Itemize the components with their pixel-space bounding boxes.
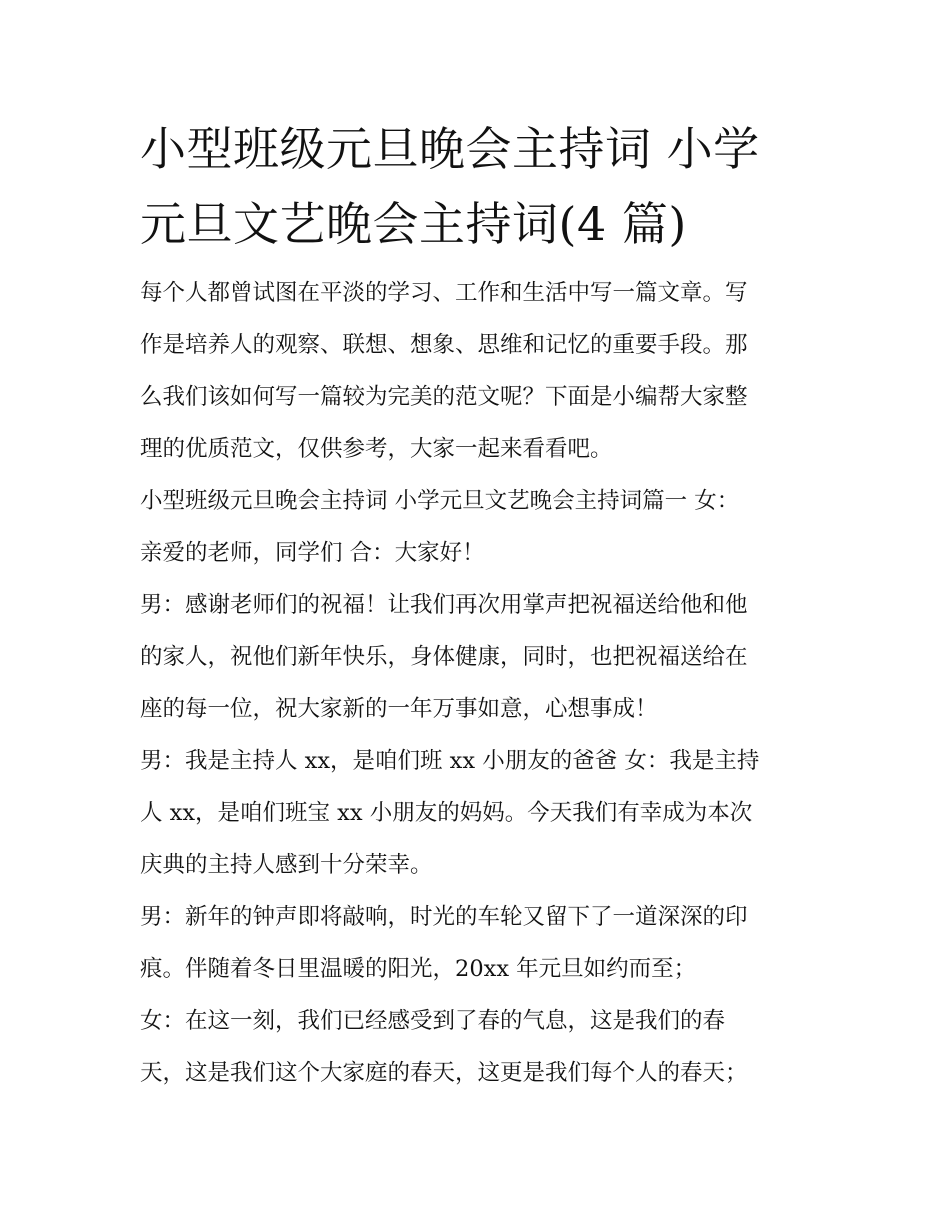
- title-line: 元旦文艺晚会主持词(4 篇): [140, 197, 687, 251]
- text-line: 女：在这一刻，我们已经感受到了春的气息，这是我们的春: [140, 1008, 726, 1034]
- text-line: 么我们该如何写一篇较为完美的范文呢？下面是小编帮大家整: [140, 384, 748, 410]
- dialogue-paragraph: [140, 891, 812, 995]
- document-title: [140, 112, 812, 262]
- text-line: 理的优质范文，仅供参考，大家一起来看看吧。: [140, 436, 613, 462]
- text-line: 每个人都曾试图在平淡的学习、工作和生活中写一篇文章。写: [140, 280, 748, 306]
- text-line: 人 xx，是咱们班宝 xx 小朋友的妈妈。今天我们有幸成为本次: [140, 800, 753, 826]
- document-page: [140, 112, 812, 1099]
- title-line: 小型班级元旦晚会主持词 小学: [140, 122, 760, 176]
- dialogue-paragraph: [140, 995, 812, 1099]
- text-line: 男：我是主持人 xx，是咱们班 xx 小朋友的爸爸 女：我是主持: [140, 748, 760, 774]
- text-line: 男：感谢老师们的祝福！让我们再次用掌声把祝福送给他和他: [140, 592, 748, 618]
- text-line: 庆典的主持人感到十分荣幸。: [140, 852, 433, 878]
- text-line: 痕。伴随着冬日里温暖的阳光，20xx 年元旦如约而至；: [140, 956, 697, 982]
- dialogue-paragraph: [140, 735, 812, 891]
- intro-paragraph: [140, 267, 812, 475]
- text-line: 小型班级元旦晚会主持词 小学元旦文艺晚会主持词篇一 女：: [140, 488, 740, 514]
- dialogue-paragraph: [140, 579, 812, 735]
- text-line: 座的每一位，祝大家新的一年万事如意，心想事成！: [140, 696, 658, 722]
- document-body: [140, 267, 812, 1099]
- text-line: 作是培养人的观察、联想、想象、思维和记忆的重要手段。那: [140, 332, 748, 358]
- text-line: 天，这是我们这个大家庭的春天，这更是我们每个人的春天；: [140, 1060, 748, 1086]
- text-line: 男：新年的钟声即将敲响，时光的车轮又留下了一道深深的印: [140, 904, 748, 930]
- text-line: 的家人，祝他们新年快乐，身体健康，同时，也把祝福送给在: [140, 644, 748, 670]
- section-heading-paragraph: [140, 475, 812, 579]
- text-line: 亲爱的老师，同学们 合：大家好！: [140, 540, 485, 566]
